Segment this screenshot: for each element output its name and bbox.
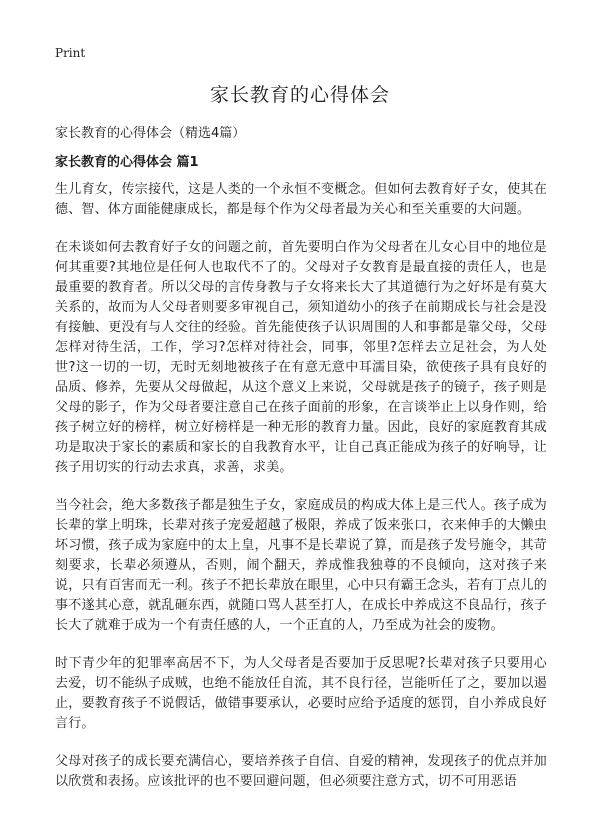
paragraph: 当今社会，绝大多数孩子都是独生子女，家庭成员的构成大体上是三代人。孩子成为长辈的掌上明珠，长辈对孩子宠爱超越了极限，养成了饭来张口，衣来伸手的大懒虫坏习惯，孩子成为家庭中的太上皇，凡事不是长辈说了算，而是孩子发号施令，其苛刻要求，长辈必须遵从，否则，闹个翻天，养成惟我独尊的不良倾向，这对孩子来说，只有百害而无一利。孩子不把长辈放在眼里，心中只有霸王念头，若有丁点儿的事不遂其心意，就乱砸东西，就随口骂人甚至打人，在成长中养成这不良品行，孩子长大了就难于成为一个有责任感的人，一个正直的人，乃至成为社会的废物。	[55, 498, 547, 633]
print-link[interactable]: Print	[55, 46, 86, 60]
section-heading: 家长教育的心得体会 篇1	[55, 155, 199, 170]
document-subtitle: 家长教育的心得体会（精选4篇）	[55, 126, 246, 141]
paragraph: 生儿育女，传宗接代，这是人类的一个永恒不变概念。但如何去教育好子女，使其在德、智、体方面能健康成长，都是每个作为父母者最为关心和至关重要的大问题。	[55, 182, 547, 217]
article-body	[55, 180, 547, 810]
paragraph: 在未谈如何去教育好子女的问题之前，首先要明白作为父母者在儿女心目中的地位是何其重要?其地位是任何人也取代不了的。父母对子女教育是最直接的责任人，也是最重要的教育者。所以父母的言传身教与子女将来长大了其道德行为之好坏是有莫大关系的，故而为人父母者则要多审视自己，须知道幼小的孩子在前期成长与社会是没有接触、更没有与人交往的经验。首先能使孩子认识周围的人和事都是靠父母，父母怎样对待生活，工作，学习?怎样对待社会，同事，邻里?怎样去立足社会，为人处世?这一切的一切，无时无刻地被孩子在有意无意中耳濡目染，欲使孩子具有良好的品质、修养，先要从父母做起，从这个意义上来说，父母就是孩子的镜子，孩子则是父母的影子，作为父母者要注意自己在孩子面前的形象，在言谈举止上以身作则，给孩子树立好的榜样，树立好榜样是一种无形的教育力量。因此，良好的家庭教育其成功是取决于家长的素质和家长的自我教育水平，让自己真正能成为孩子的好响导，让孩子用切实的行动去求真，求善，求美。	[55, 240, 547, 475]
paragraph: 时下青少年的犯罪率高居不下，为人父母者是否要加于反思呢?长辈对孩子只要用心去爱，切不能纵子成贼，也绝不能放任自流，其不良行径，岂能听任了之，要加以遏止，要教育孩子不说假话，做错事要承认，必要时应给予适度的惩罚，自小养成良好言行。	[55, 656, 547, 731]
paragraph: 父母对孩子的成长要充满信心，要培养孩子自信、自爱的精神，发现孩子的优点并加以欣赏和表扬。应该批评的也不要回避问题，但必须要注意方式，切不可用恶语	[55, 754, 547, 789]
page-title: 家长教育的心得体会	[209, 84, 390, 106]
